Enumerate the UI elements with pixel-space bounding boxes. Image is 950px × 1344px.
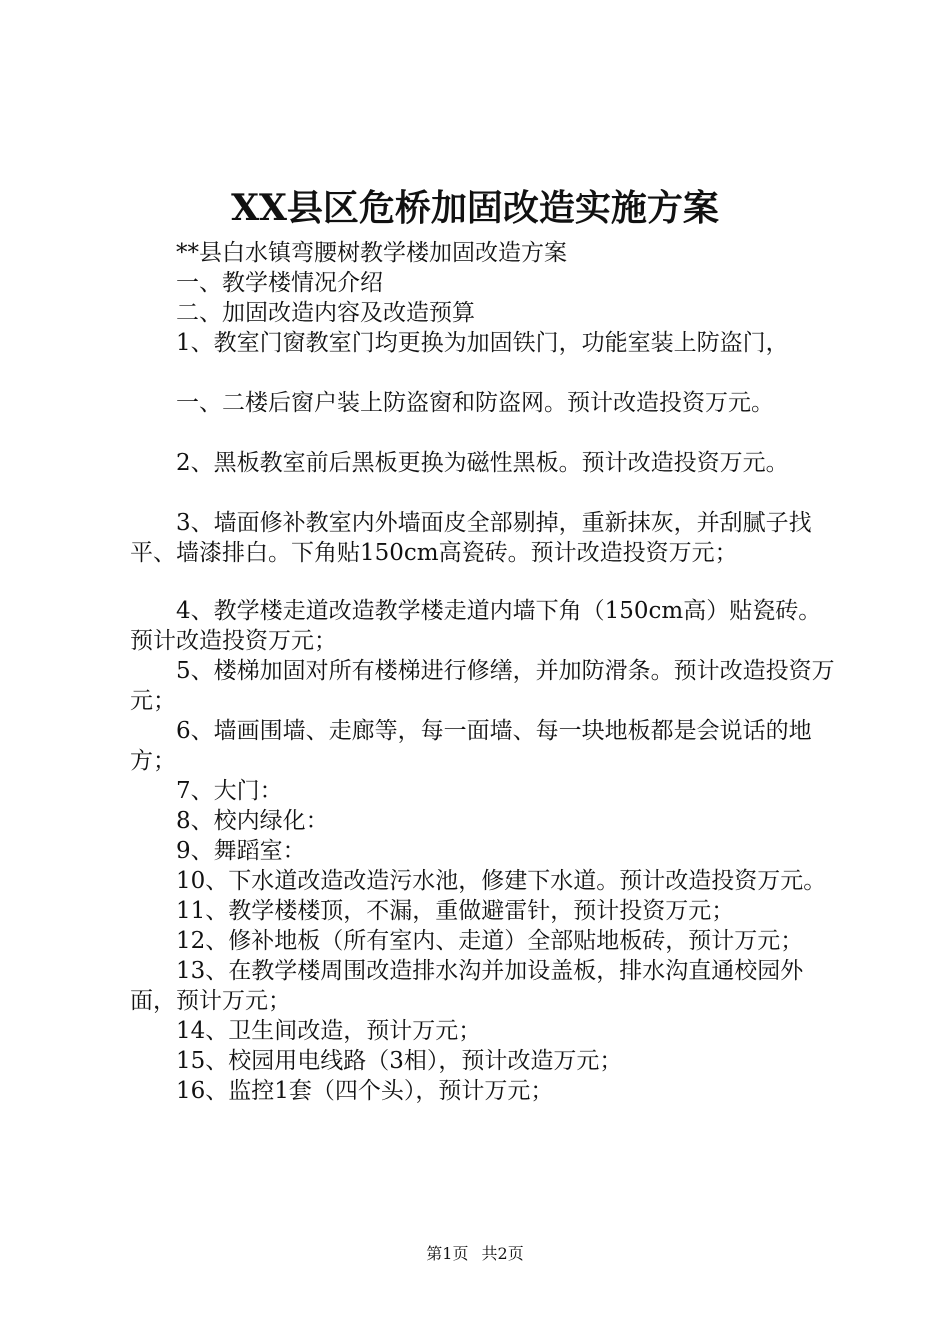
paragraph-item-7: 7、大门： xyxy=(176,778,283,804)
paragraph-item-15: 15、校园用电线路（3相），预计改造万元； xyxy=(176,1048,623,1074)
document-title: XX县区危桥加固改造实施方案 xyxy=(231,187,719,229)
paragraph-item-6: 6、墙画围墙、走廊等，每一面墙、每一块地板都是会说话的地方； xyxy=(130,718,812,774)
paragraph-item-5: 5、楼梯加固对所有楼梯进行修缮，并加防滑条。预计改造投资万元； xyxy=(130,658,835,714)
paragraph-section-1: 一、教学楼情况介绍 xyxy=(176,270,383,296)
paragraph-item-1: 1、教室门窗教室门均更换为加固铁门，功能室装上防盗门， xyxy=(176,330,789,356)
paragraph-item-14: 14、卫生间改造，预计万元； xyxy=(176,1018,482,1044)
paragraph-item-9: 9、舞蹈室： xyxy=(176,838,306,864)
paragraph-item-2: 2、黑板教室前后黑板更换为磁性黑板。预计改造投资万元。 xyxy=(176,450,789,476)
paragraph-item-11: 11、教学楼楼顶，不漏，重做避雷针，预计投资万元； xyxy=(176,898,735,924)
page-total: 共2页 xyxy=(481,1244,524,1263)
page-footer xyxy=(0,1244,950,1264)
paragraph-subtitle: **县白水镇弯腰树教学楼加固改造方案 xyxy=(176,240,567,266)
page-number: 第1页 xyxy=(426,1244,469,1263)
document-body xyxy=(130,238,840,1106)
paragraph-item-8: 8、校内绿化： xyxy=(176,808,329,834)
paragraph-item-3: 3、墙面修补教室内外墙面皮全部剔掉，重新抹灰，并刮腻子找平、墙漆排白。下角贴150cm高瓷砖。预计改造投资万元； xyxy=(130,510,812,566)
paragraph-item-16: 16、监控1套（四个头），预计万元； xyxy=(176,1078,554,1104)
paragraph-item-1-continued: 一、二楼后窗户装上防盗窗和防盗网。预计改造投资万元。 xyxy=(176,390,774,416)
paragraph-section-2: 二、加固改造内容及改造预算 xyxy=(176,300,475,326)
paragraph-item-10: 10、下水道改造改造污水池，修建下水道。预计改造投资万元。 xyxy=(176,868,827,894)
paragraph-item-13: 13、在教学楼周围改造排水沟并加设盖板，排水沟直通校园外面，预计万元； xyxy=(130,958,804,1014)
paragraph-item-12: 12、修补地板（所有室内、走道）全部贴地板砖，预计万元； xyxy=(176,928,804,954)
paragraph-item-4: 4、教学楼走道改造教学楼走道内墙下角（150cm高）贴瓷砖。预计改造投资万元； xyxy=(130,598,822,654)
